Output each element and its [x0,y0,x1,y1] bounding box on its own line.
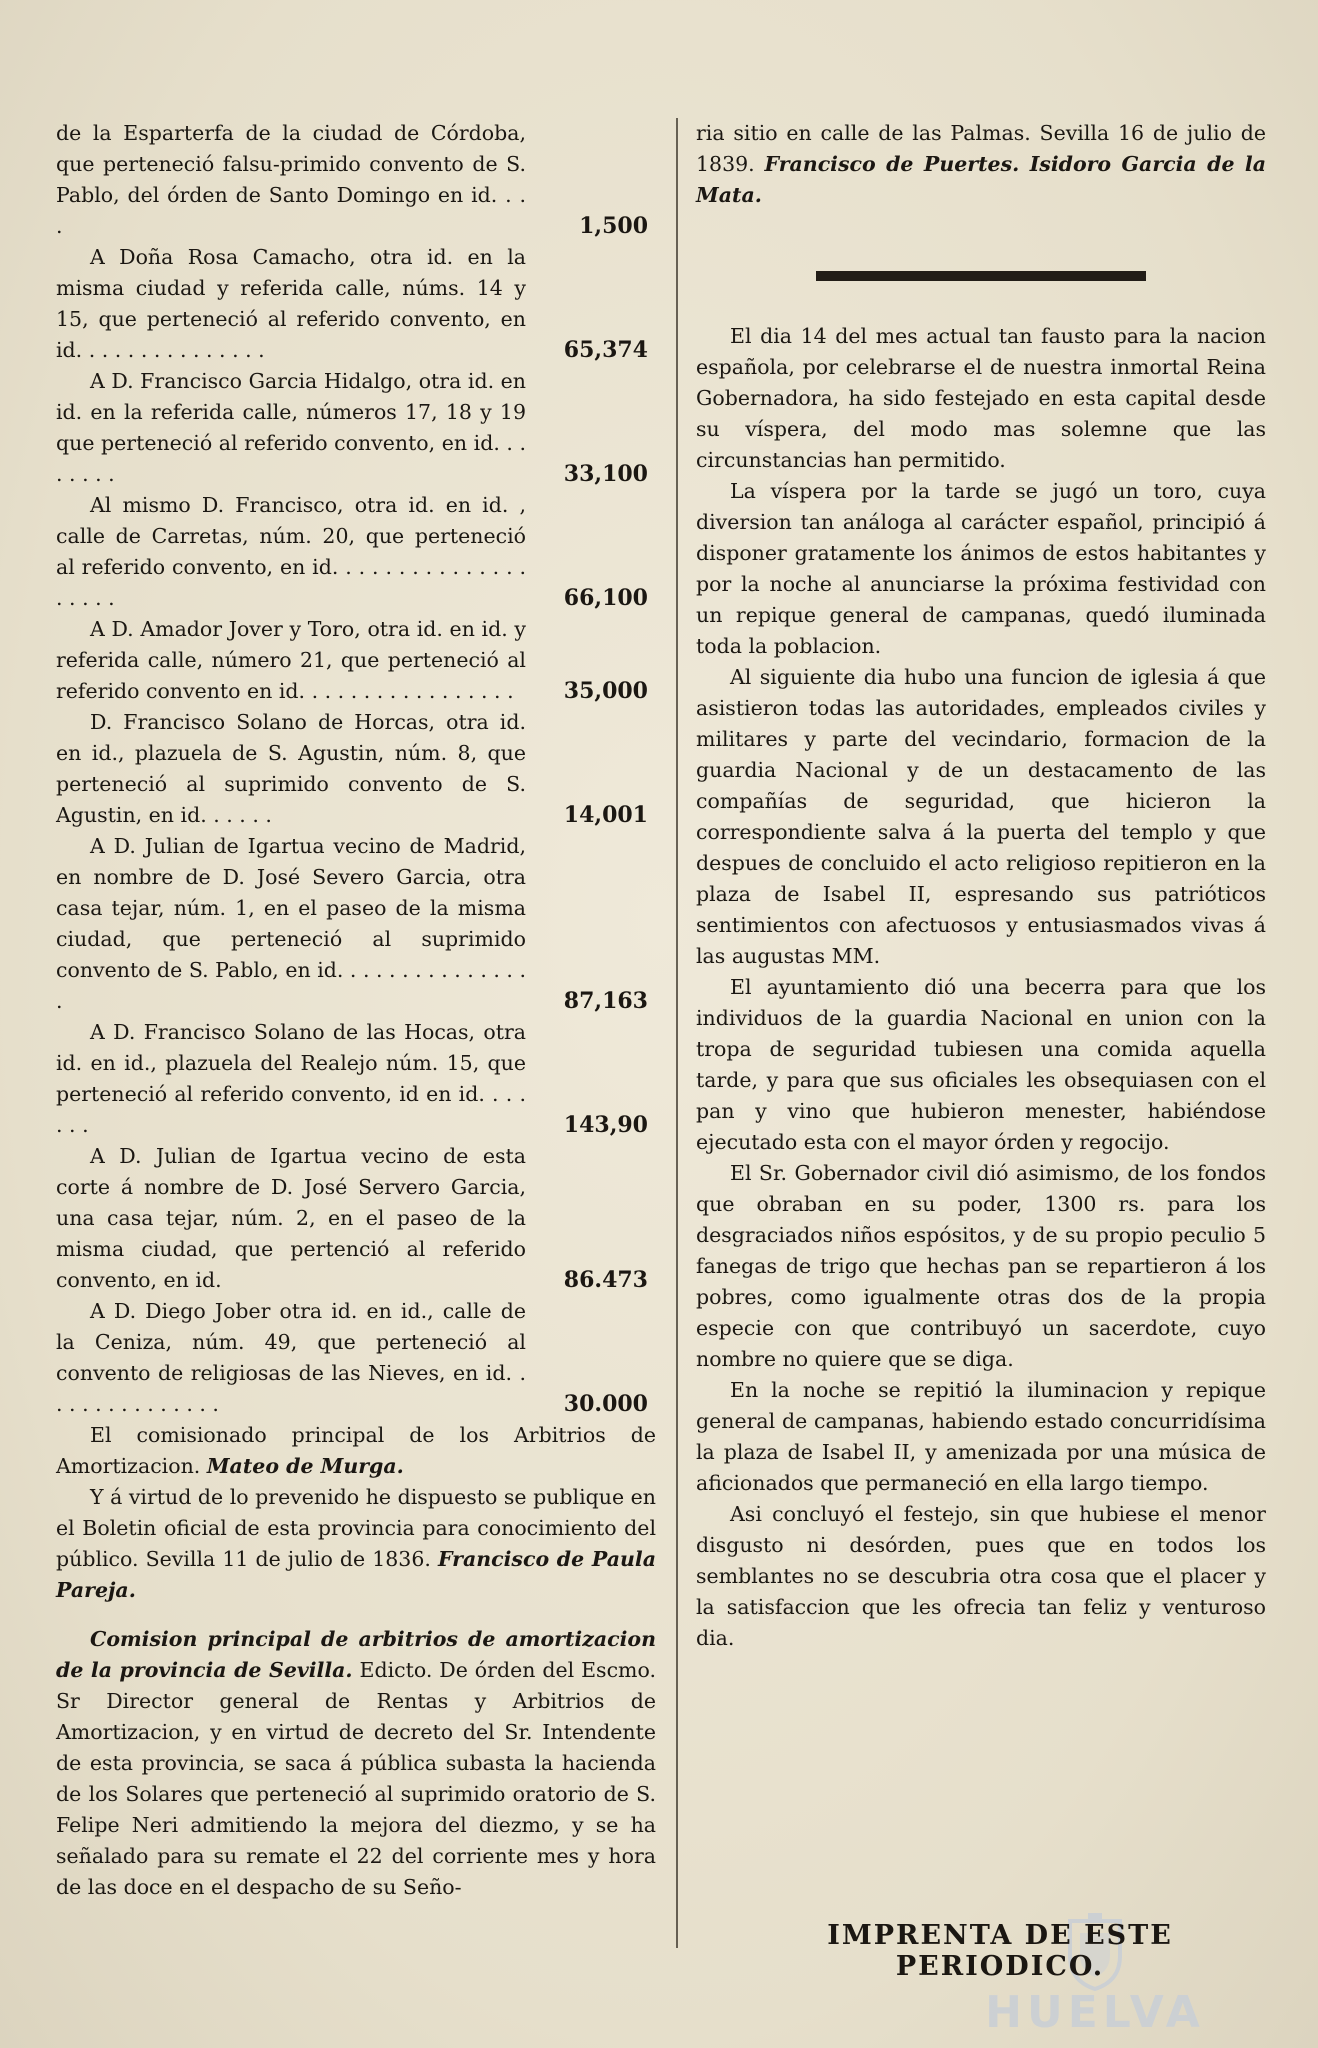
continuation-signature: Francisco de Puertes. Isidoro Garcia de la Mata. [696,152,1266,207]
order-signature: Francisco de Paula Pareja. [56,1547,656,1602]
property-entry [56,490,656,614]
entry-amount: 66,100 [563,585,648,611]
entry-amount: 30.000 [563,1391,648,1417]
entry-amount: 33,100 [563,461,648,487]
order-paragraph [56,1482,656,1606]
entry-text: A D. Julian de Igartua vecino de Madrid, en nombre de D. José Severo Garcia, otra casa tejar, núm. 1, en el paseo de la misma ciudad, que perteneció al suprimido convento de S. Pablo, en id. . . . . . . . . . . . . . . . [56,834,526,1013]
entry-amount: 14,001 [563,802,648,828]
property-entry [56,1017,656,1141]
signature-prefix: El comisionado principal de los Arbitrios de Amortizacion. [56,1423,656,1478]
right-column [696,118,1266,1654]
article-paragraph: Asi concluyó el festejo, sin que hubiese el menor disgusto ni desórden, pues que en todos los semblantes no se descubria otra cosa que el placer y la satisfaccion que les ofrecia tan feliz y venturoso dia. [696,1502,1266,1650]
continuation-text: ria sitio en calle de las Palmas. Sevilla 16 de julio de 1839. [696,121,1266,176]
entry-text: A D. Amador Jover y Toro, otra id. en id. y referida calle, número 21, que perteneció al referido convento en id. . . . . . . . . . . . . . . . . [56,617,526,703]
entry-amount: 143,90 [563,1112,648,1138]
property-entry [56,242,656,366]
entry-text: de la Esparterfa de la ciudad de Córdoba, que perteneció falsu-primido convento de S. Pablo, del órden de Santo Domingo en id. . . . [56,121,526,238]
property-entry [56,831,656,1017]
property-entry [56,118,656,242]
entry-amount: 1,500 [579,213,648,239]
commissioner-signature-line [56,1420,656,1482]
entry-text: A D. Francisco Solano de las Hocas, otra id. en id., plazuela del Realejo núm. 15, que perteneció al referido convento, id en id. . . . . . . [56,1020,526,1137]
entry-amount: 35,000 [563,678,648,704]
edict-heading: Comision principal de arbitrios de amortizacion de la provincia de Sevilla. [56,1627,656,1682]
article-paragraph: El Sr. Gobernador civil dió asimismo, de los fondos que obraban en su poder, 1300 rs. para los desgraciados niños espósitos, y de su propio peculio 5 fanegas de trigo que hechas pan se repartieron á los pobres, como igualmente otras dos de la propia especie con que contribuyó un sacerdote, cuyo nombre no quiere que se diga. [696,1161,1266,1371]
entry-text: A D. Julian de Igartua vecino de esta corte á nombre de D. José Servero Garcia, una casa tejar, núm. 2, en el paseo de la misma ciudad, que pertenció al referido convento, en id. [56,1144,526,1292]
entry-text: A Doña Rosa Camacho, otra id. en la misma ciudad y referida calle, núms. 14 y 15, que perteneció al referido convento, en id. . . . . . . . . . . . . . . [56,245,526,362]
article-paragraph: En la noche se repitió la iluminacion y repique general de campanas, habiendo estado concurridísima la plaza de Isabel II, y amenizada por una música de aficionados que permaneció en ella largo tiempo. [696,1378,1266,1495]
property-entry [56,366,656,490]
entry-amount: 86.473 [563,1267,648,1293]
property-entry [56,707,656,831]
printer-imprint: IMPRENTA DE ESTE PERIODICO. [827,1920,1173,1982]
order-text: Y á virtud de lo prevenido he dispuesto se publique en el Boletin oficial de esta provincia para conocimiento del público. Sevilla 11 de julio de 1836. [56,1485,656,1571]
edict-text: Edicto. De órden del Escmo. Sr Director general de Rentas y Arbitrios de Amortizacion, y en virtud de decreto del Sr. Intendente de esta provincia, se saca á pública subasta la hacienda de los Solares que perteneció al suprimido oratorio de S. Felipe Neri admitiendo la mejora del diezmo, y se ha señalado para su remate el 22 del corriente mes y hora de las doce en el despacho de su Seño- [56,1658,656,1899]
edict-paragraph [56,1624,656,1903]
property-entry [56,614,656,707]
column-divider [676,118,678,1948]
entry-text: A D. Francisco Garcia Hidalgo, otra id. en id. en la referida calle, números 17, 18 y 19 que perteneció al referido convento, en id. . . . . . . . [56,369,526,486]
entry-text: A D. Diego Jober otra id. en id., calle de la Ceniza, núm. 49, que perteneció al convento de religiosas de las Nieves, en id. . . . . . . . . . . . . . . [56,1299,526,1416]
property-entry [56,1296,656,1420]
section-divider [816,271,1146,281]
watermark-text: HUELVA [985,1987,1205,2038]
entry-amount: 65,374 [563,337,648,363]
entry-text: D. Francisco Solano de Horcas, otra id. en id., plazuela de S. Agustin, núm. 8, que perteneció al suprimido convento de S. Agustin, en id. . . . . . [56,710,526,827]
signature-name: Mateo de Murga. [206,1454,404,1478]
edict-continuation [696,118,1266,211]
article-paragraph: El ayuntamiento dió una becerra para que los individuos de la guardia Nacional en union con la tropa de seguridad tubiesen una comida aquella tarde, y para que sus oficiales les obsequiasen con el pan y vino que hubieron menester, habiéndose ejecutado esta con el mayor órden y regocijo. [696,975,1266,1154]
article-paragraph: Al siguiente dia hubo una funcion de iglesia á que asistieron todas las autoridades, empleados civiles y militares y parte del vecindario, formacion de la guardia Nacional y de un destacamento de las compañías de seguridad, que hicieron la correspondiente salva á la puerta del templo y que despues de concluido el acto religioso repitieron en la plaza de Isabel II, espresando sus patrióticos sentimientos con afectuosos y entusiasmados vivas á las augustas MM. [696,665,1266,968]
entry-amount: 87,163 [563,988,648,1014]
property-entry [56,1141,656,1296]
article-paragraph: El dia 14 del mes actual tan fausto para la nacion española, por celebrarse el de nuestra inmortal Reina Gobernadora, ha sido festejado en esta capital desde su víspera, del modo mas solemne que las circunstancias han permitido. [696,324,1266,472]
entry-text: Al mismo D. Francisco, otra id. en id. , calle de Carretas, núm. 20, que perteneció al referido convento, en id. . . . . . . . . . . . . . . . . . . . [56,493,526,610]
left-column [56,118,656,1903]
article-paragraph: La víspera por la tarde se jugó un toro, cuya diversion tan análoga al carácter español, principió á disponer gratamente los ánimos de estos habitantes y por la noche al anunciarse la próxima festividad con un repique general de campanas, quedó iluminada toda la poblacion. [696,479,1266,658]
